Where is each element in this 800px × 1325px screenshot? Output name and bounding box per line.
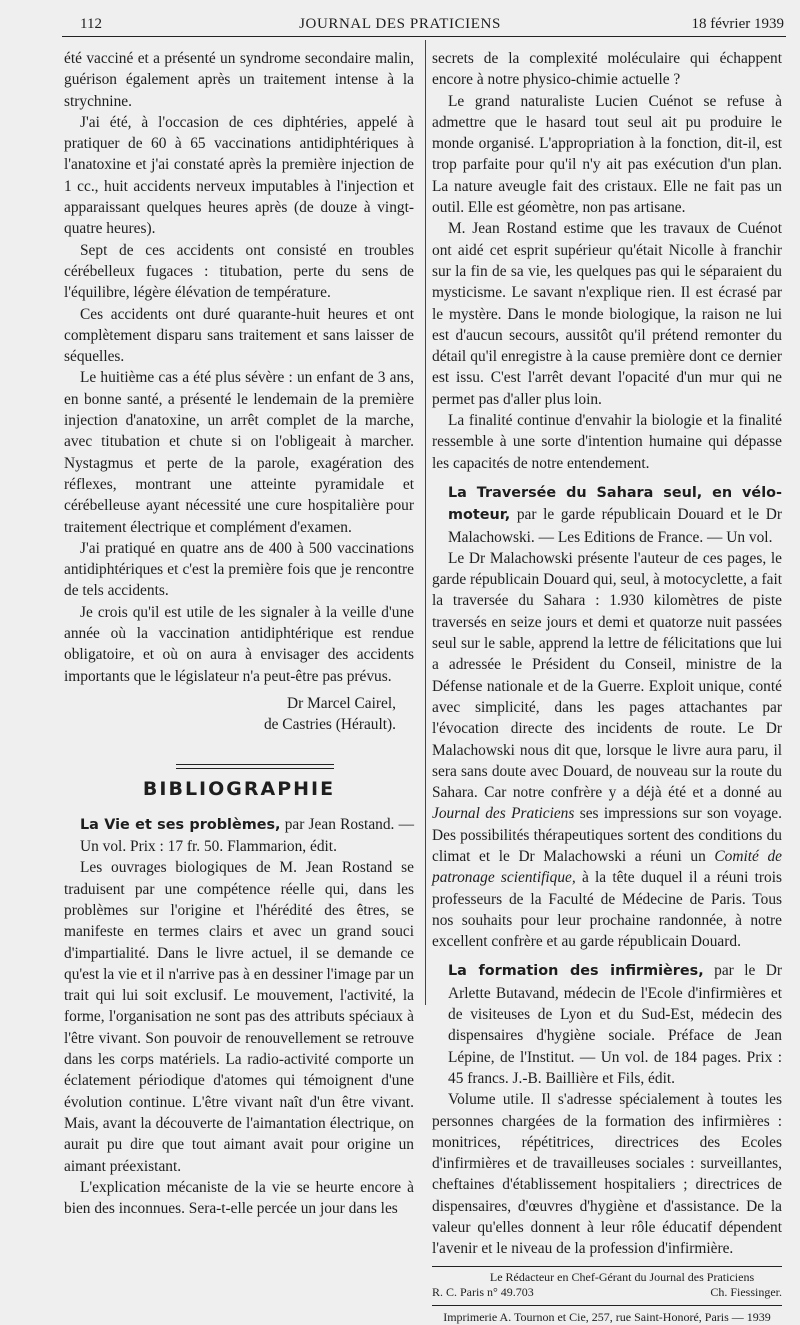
paragraph: L'explication mécaniste de la vie se heurte encore à bien des inconnues. Sera-t-elle percée un jour dans les: [64, 1178, 414, 1218]
paragraph: Le grand naturaliste Lucien Cuénot se refuse à admettre que le hasard tout seul ait pu produire le monde organisé. L'appropriation à la fonction, dit-il, est trop parfaite pour qu'il n'y ait pas exécution d'un plan. La nature aveugle fait des cristaux. Elle ne fait pas un outil. Elle est géomètre, non pas artisane.: [432, 92, 782, 217]
journal-name: Journal des Praticiens: [432, 805, 575, 823]
header-rule: [62, 36, 786, 37]
book-byline: par Jean Rostand. — Un vol. Prix : 17 fr. 50. Flammarion, édit.: [80, 815, 414, 856]
book-title: La Vie et ses problèmes,: [80, 816, 281, 833]
paragraph: Sept de ces accidents ont consisté en troubles cérébelleux fugaces : titubation, perte du sens de l'équilibre, légère élévation de température.: [64, 241, 414, 302]
paragraph: Je crois qu'il est utile de les signaler à la veille d'une année où la vaccination antidiphtérique est rendue obligatoire, et où on aura à envisager des accidents importants que le législateur n'a peut-être pas prévus.: [64, 603, 414, 685]
signature-name: Dr Marcel Cairel,: [287, 694, 396, 712]
committee-name: Comité de patronage scientifique,: [432, 847, 782, 887]
paragraph: été vacciné et a présenté un syndrome secondaire malin, guérison également après un traitement intense à la strychnine.: [64, 50, 414, 110]
paragraph: M. Jean Rostand estime que les travaux de Cuénot ont aidé cet esprit supérieur qu'était Nicolle à franchir sur la fin de sa vie, les quelques pas qui le séparaient du mysticisme. Le savant n'explique rien. Il est écrasé par le mystère. Dans le monde biologique, la raison ne lui est d'aucun secours, aussitôt qu'il prétend remonter du détail qu'il enregistre à la cause première dont ce dernier est issu. C'est l'arrêt devant l'opacité d'un mur qui ne permet pas d'aller plus loin.: [432, 220, 782, 408]
signature-place: de Castries (Hérault).: [263, 716, 396, 734]
book-title: La formation des infirmières,: [448, 963, 704, 980]
registry-number: R. C. Paris n° 49.703: [432, 1284, 534, 1299]
paragraph: La finalité continue d'envahir la biologie et la finalité ressemble à une sorte d'intention humaine qui dépasse les capacités de notre entendement.: [432, 412, 782, 472]
bibliography-heading: BIBLIOGRAPHIE: [142, 777, 336, 800]
colophon: [432, 1270, 782, 1325]
paragraph: Ces accidents ont duré quarante-huit heures et ont complètement disparu sans traitement et sans laisser de séquelles.: [64, 305, 414, 366]
book-byline: par le garde républicain Douard et le Dr Malachowski. — Les Editions de France. — Un vol.: [448, 506, 782, 546]
registration-line: [432, 1285, 782, 1300]
text-run: Le Dr Malachowski présente l'auteur de ces pages, le garde républicain Douard qui, seul, à motocyclette, a fait la traversée du Sahara : 1.930 kilomètres de piste traversés en seize jours et demi et quatorze nuit passées seul sur le sable, apprend la lettre de félicitations que lui a adressée le Président du Conseil, ministre de la Défense nationale et de la Guerre. Exploit unique, conté avec simplicité, dans les pages attachantes par l'évocation directe des incidents de route. Le Dr Malachowski nous dit que, lorsque le livre aura paru, il sera sans doute avec Douard, de nouveau sur la route du Sahara. Car notre confrère y a déjà été et a donné au: [432, 549, 783, 802]
section-rules: [176, 764, 334, 769]
book-byline: par le Dr Arlette Butavand, médecin de l'Ecole d'infirmières et de visiteuses de Lyon et du Sud-Est, médecin des dispensaires d'hygiène sociale. Préface de Jean Lépine, de l'Institut. — Un vol. de 184 pages. Prix : 45 francs. J.-B. Baillière et Fils, édit.: [448, 962, 782, 1087]
paragraph: J'ai pratiqué en quatre ans de 400 à 500 vaccinations antidiphtériques et c'est la première fois que je rencontre de tels accidents.: [64, 539, 414, 600]
book-title: La Traversée du Sahara seul, en vélo-moteur,: [448, 484, 782, 524]
running-header: [0, 10, 800, 36]
right-column: [432, 48, 782, 1325]
paragraph: [432, 548, 782, 953]
text-run: à la tête duquel il a réuni trois professeurs de la Faculté de Médecine de Paris. Tous nos souhaits pour leur prochaine randonnée, à notre excellent confrère et au garde républicain Douard.: [432, 869, 782, 951]
footer-rule: [432, 1305, 782, 1306]
issue-date: 18 février 1939: [691, 16, 784, 32]
book-entry-heading: [432, 482, 782, 548]
editor-name: Ch. Fiessinger.: [710, 1284, 782, 1299]
paragraph: Le huitième cas a été plus sévère : un enfant de 3 ans, en bonne santé, a présenté le lendemain de la première injection d'anatoxine, un arrêt complet de la marche, avec titubation et chute si on l'obligeait à marcher. Nystagmus et perte de la parole, exagération des réflexes, montrant une atteinte pyramidale et cérébelleuse ayant nécessité une cure hospitalière pour traitement électrique et complément d'examen.: [64, 369, 414, 536]
paragraph: secrets de la complexité moléculaire qui échappent encore à notre physico-chimie actuelle ?: [432, 50, 782, 89]
left-column: [64, 48, 414, 1219]
author-signature: [64, 693, 414, 736]
text-run: ses impressions sur son voyage. Des possibilités thérapeutiques sortent des conditions du climat et le Dr Malachowski a réuni un: [432, 805, 782, 865]
paragraph: Volume utile. Il s'adresse spécialement à toutes les personnes chargées de la formation des infirmières : monitrices, répétitrices, directrices des Ecoles d'infirmières et de travailleuses sociales : surveillantes, cheftaines d'établissement hospitaliers ; directrices de dispensaires, d'œuvres d'hygiène et d'assistance. De la valeur qu'elles donnent à leur rôle éducatif dépendent l'avenir et le niveau de la profession d'infirmière.: [432, 1091, 782, 1258]
book-entry-heading: [432, 960, 782, 1089]
paragraph: J'ai été, à l'occasion de ces diphtéries, appelé à pratiquer de 60 à 65 vaccinations antidiphtériques à l'anatoxine et j'ai constaté après la première injection de 1 cc., huit accidents nerveux imputables à l'injection et apparaissant quelques heures après (de douze à vingt-quatre heures).: [64, 113, 414, 238]
footer-rule: [432, 1266, 782, 1267]
column-divider: [425, 40, 426, 1005]
paragraph: Les ouvrages biologiques de M. Jean Rostand se traduisent par une compétence réelle qui, dans les problèmes sur l'origine et l'hérédité des êtres, se manifeste en termes clairs et avec un grand souci d'impartialité. Dans le livre actuel, il se demande ce qu'est la vie et il n'arrive pas à en dessiner l'image par un trait qui lui soit exclusif. Le mouvement, l'activité, la forme, l'organisation ne sont pas des attributs spéciaux à l'être vivant. Son pouvoir de renouvellement se retrouve dans les corps matériels. La radio-activité comporte un éclatement périodique d'atomes qui témoignent d'une évolution continue. L'être vivant naît d'un être vivant. Mais, avant la découverte de l'aimantation électrique, on aurait pu dire que tout aimant avait pour origine un aimant préexistant.: [64, 859, 414, 1175]
printer-imprint: Imprimerie A. Tournon et Cie, 257, rue Saint-Honoré, Paris — 1939: [443, 1309, 771, 1324]
book-entry-heading: [64, 814, 414, 858]
editor-line: Le Rédacteur en Chef-Gérant du Journal des Praticiens: [489, 1269, 755, 1284]
page-number: 112: [80, 16, 102, 32]
journal-title: JOURNAL DES PRATICIENS: [299, 16, 501, 32]
